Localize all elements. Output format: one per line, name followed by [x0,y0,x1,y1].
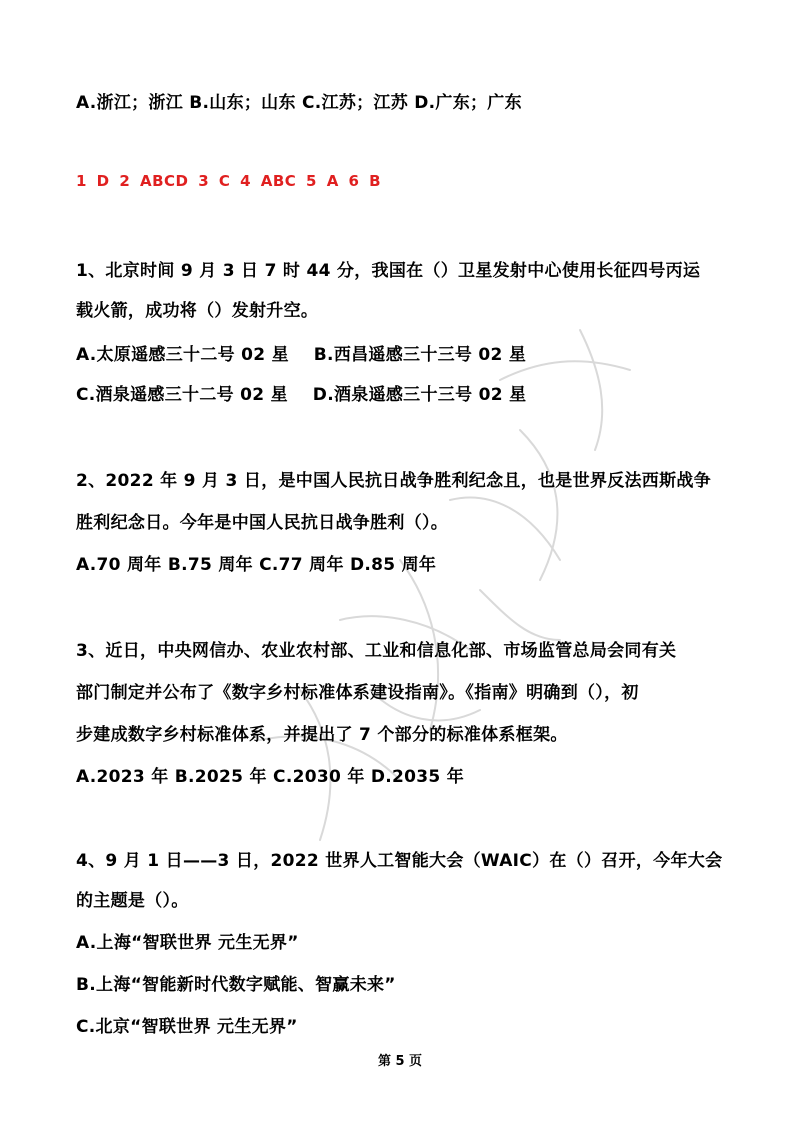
question-1-options-ab: A.太原遥感三十二号 02 星 B.西昌遥感三十三号 02 星 [76,345,527,365]
question-4-option-c: C.北京“智联世界 元生无界” [76,1017,298,1037]
page-number: 第 5 页 [377,1054,423,1069]
question-3-options: A.2023 年 B.2025 年 C.2030 年 D.2035 年 [76,767,465,787]
answer-key: 1 D 2 ABCD 3 C 4 ABC 5 A 6 B [76,172,382,190]
question-3-line-3: 步建成数字乡村标准体系，并提出了 7 个部分的标准体系框架。 [76,725,568,745]
question-1-options-cd: C.酒泉遥感三十二号 02 星 D.酒泉遥感三十三号 02 星 [76,385,527,405]
question-3-line-1: 3、近日，中央网信办、农业农村部、工业和信息化部、市场监管总局会同有关 [76,641,677,661]
question-4-line-1: 4、9 月 1 日——3 日，2022 世界人工智能大会（WAIC）在（）召开，今年大会 [76,851,723,871]
question-2-options: A.70 周年 B.75 周年 C.77 周年 D.85 周年 [76,555,437,575]
question-1-line-1: 1、北京时间 9 月 3 日 7 时 44 分，我国在（）卫星发射中心使用长征四号丙运 [76,261,701,281]
question-4-option-b: B.上海“智能新时代数字赋能、智赢未来” [76,975,396,995]
question-4-option-a: A.上海“智联世界 元生无界” [76,933,299,953]
question-3-line-2: 部门制定并公布了《数字乡村标准体系建设指南》。《指南》明确到（），初 [76,683,639,703]
question-1-line-2: 载火箭，成功将（）发射升空。 [76,301,319,321]
option-line-prev: A.浙江；浙江 B.山东；山东 C.江苏；江苏 D.广东；广东 [76,93,522,113]
question-2-line-2: 胜利纪念日。今年是中国人民抗日战争胜利（）。 [76,513,449,533]
question-2-line-1: 2、2022 年 9 月 3 日，是中国人民抗日战争胜利纪念且，也是世界反法西斯战争 [76,471,711,491]
question-4-line-2: 的主题是（）。 [76,891,189,911]
